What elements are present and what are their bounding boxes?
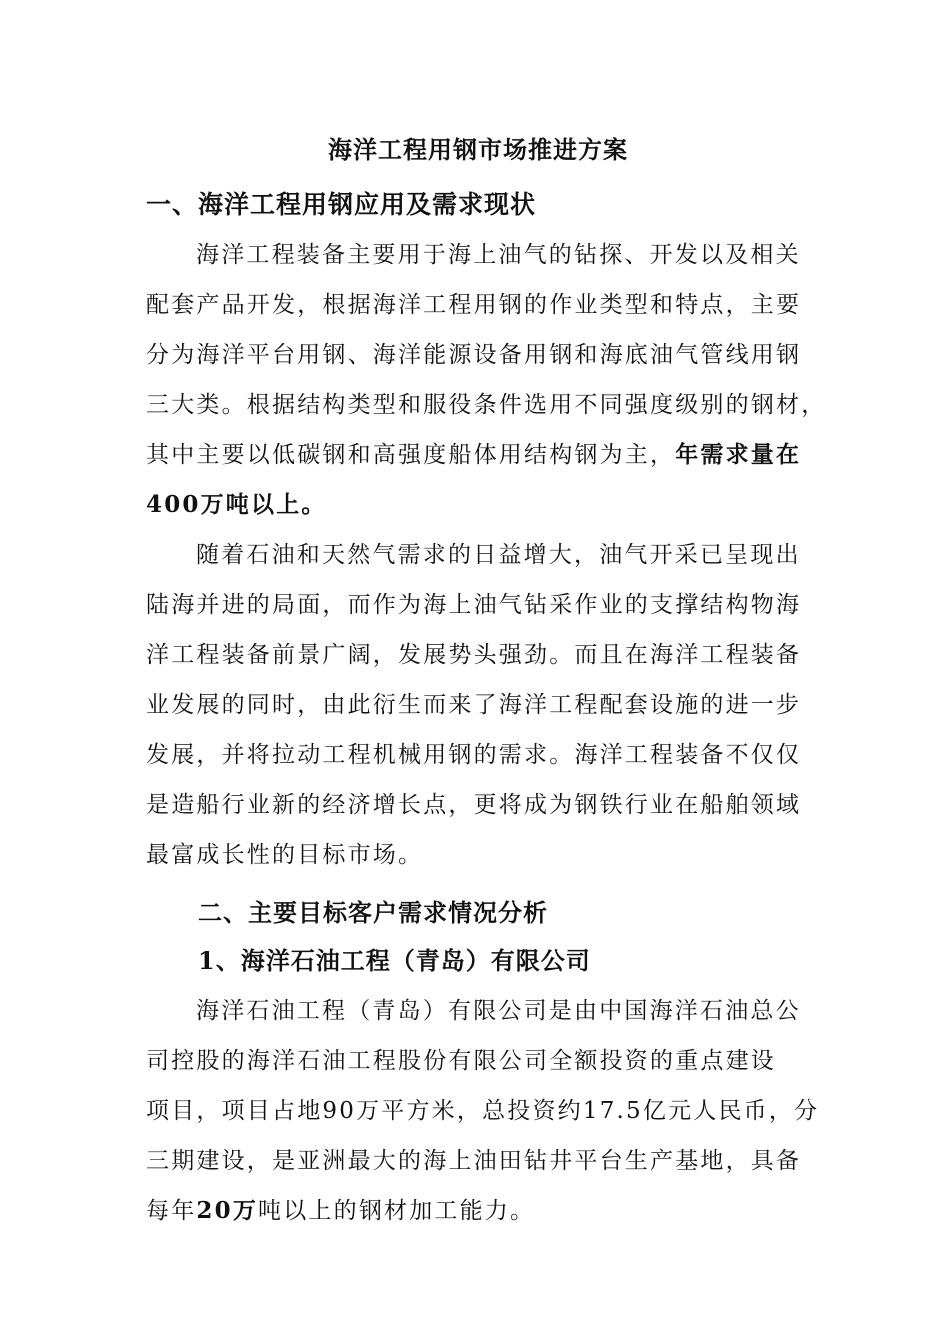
paragraph-line: 最富成长性的目标市场。 [146,842,424,868]
emphasis-text: 年需求量在 [675,441,802,468]
paragraph-line: 是造船行业新的经济增长点，更将成为钢铁行业在船舶领域 [146,792,802,818]
paragraph-line: 业发展的同时，由此衍生而来了海洋工程配套设施的进一步 [146,692,802,718]
paragraph-company-profile [146,986,820,1236]
paragraph-text: 每年 [146,1198,197,1224]
emphasis-text: 400万吨以上。 [146,491,327,518]
document-title: 海洋工程用钢市场推进方案 [328,135,628,164]
paragraph-line: 发展，并将拉动工程机械用钢的需求。海洋工程装备不仅仅 [146,742,802,768]
paragraph-line [146,480,810,530]
paragraph-line: 配套产品开发，根据海洋工程用钢的作业类型和特点，主要 [146,292,802,318]
paragraph-line: 陆海并进的局面，而作为海上油气钻采作业的支撑结构物海 [146,592,802,618]
paragraph-text: 其中主要以低碳钢和高强度船体用结构钢为主， [146,442,676,468]
paragraph-line: 海洋工程装备主要用于海上油气的钻探、开发以及相关 [196,242,801,268]
paragraph-line-mixed [146,430,810,480]
paragraph-line: 项目，项目占地90万平方米，总投资约17.5亿元人民币，分 [146,1098,820,1124]
paragraph-market-outlook [146,530,810,880]
paragraph-line: 三期建设，是亚洲最大的海上油田钻井平台生产基地，具备 [146,1148,802,1174]
section-heading-2: 二、主要目标客户需求情况分析 [198,898,548,927]
paragraph-line: 随着石油和天然气需求的日益增大，油气开采已呈现出 [196,542,801,568]
paragraph-text: 吨以上的钢材加工能力。 [258,1198,536,1224]
paragraph-line: 司控股的海洋石油工程股份有限公司全额投资的重点建设 [146,1048,776,1074]
paragraph-line: 海洋石油工程（青岛）有限公司是由中国海洋石油总公 [196,998,801,1024]
paragraph-line: 分为海洋平台用钢、海洋能源设备用钢和海底油气管线用钢 [146,342,802,368]
section-heading-1: 一、海洋工程用钢应用及需求现状 [146,190,537,219]
paragraph-line: 洋工程装备前景广阔，发展势头强劲。而且在海洋工程装备 [146,642,802,668]
paragraph-line-mixed [146,1186,810,1236]
paragraph-demand-status [146,230,827,530]
paragraph-line: 三大类。根据结构类型和服役条件选用不同强度级别的钢材， [146,392,827,418]
emphasis-text: 20万 [196,1197,259,1224]
subsection-heading-1: 1、海洋石油工程（青岛）有限公司 [198,946,591,975]
